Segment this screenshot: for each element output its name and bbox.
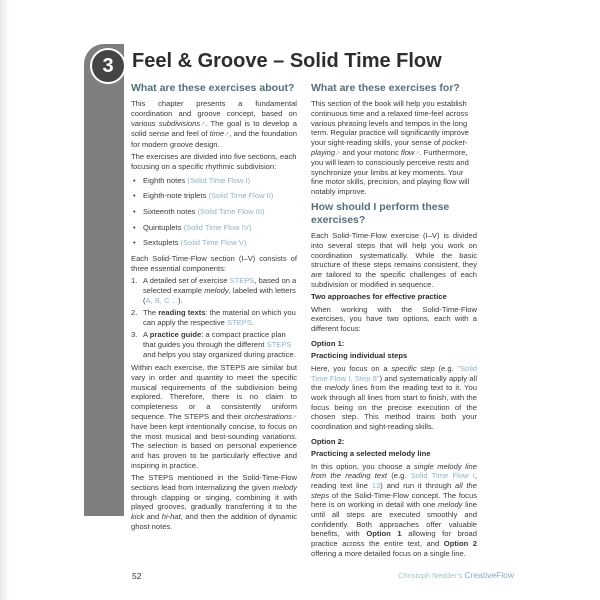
perform-paragraph: Each Solid-Time-Flow exercise (I–V) is divided into several steps that will help you work on coordination systematically. While the basic structure of these steps remains consistent, they are tailored to the specific challenges of each subdivision or modified in sequence. [311,231,477,289]
list-item: 1. A detailed set of exercise STEPS, based on a selected example melody, labeled with letters (A, B, C ...). [131,276,297,305]
subdivision-list [131,176,297,248]
option2-paragraph: In this option, you choose a single melody line from the reading text (e.g. Solid Time Flow I, reading text line 13) and run it through all the steps of the Solid-Time-Flow concept. The focus here is on working in detail with one melody line until all steps are executed smoothly and confidently. Both approaches offer valuable benefits, with Option 1 allowing for broad practice across the entire text, and Option 2 offering a more detailed focus on a single line. [311,461,478,558]
page-number: 52 [132,571,142,581]
components-list [131,276,297,359]
list-item: • Quintuplets (Solid Time Flow IV) [131,223,297,233]
steps-link[interactable]: STEPS [229,276,255,286]
list-item: 2. The reading texts: the material on which you can apply the respective STEPS. [131,308,296,327]
external-link-icon: ↗ [200,121,206,128]
external-link-icon: ↗ [224,132,230,139]
external-link-icon: ↗ [291,414,297,421]
components-intro: Each Solid-Time-Flow section (I–V) consists of three essential components: [131,253,297,273]
section-link[interactable]: (Solid Time Flow I) [187,175,251,185]
list-item: • Sextuplets (Solid Time Flow V) [131,238,297,248]
heading-exercises-for: What are these exercises for? [311,82,460,94]
heading-how-perform: How should I perform these exercises? [311,200,450,227]
external-link-icon: ↗ [414,150,420,157]
list-item: • Eighth notes (Solid Time Flow I) [131,176,297,186]
list-item: • Sixteenth notes (Solid Time Flow III) [131,207,297,217]
approaches-heading: Two approaches for effective practice [311,292,447,302]
option1-paragraph: Here, you focus on a specific step (e.g. "Solid Time Flow I, Step 8") and systematically apply all the melody lines from the reading text to it. You work through all lines from start to finish, with the focus being on the precise execution of the chosen step. This method trains both your coordination and sight-reading skills. [311,364,478,431]
section-link[interactable]: (Solid Time Flow V) [180,238,247,248]
line-link[interactable]: 13 [371,481,381,491]
option2-title: Practicing a selected melody line [311,449,431,459]
external-link-icon: ↗ [335,150,341,157]
chapter-title: Feel & Groove – Solid Time Flow [132,50,442,72]
within-paragraph: Within each exercise, the STEPS are similar but vary in order and quantity to meet the specific musical requirements of the subdivision being explored. Therefore, there is no claim to completeness or a consistently uniform sequence. The STEPS and their orchestrations↗ have been kept intentionally concise, to focus on the most musical and best-sounding variations. The selection is based on personal experience and has proven to be particularly effective and inspiring in practice. [131,363,297,470]
divided-paragraph: The exercises are divided into five sections, each focusing on a specific rhythmic subdivision: [131,152,297,172]
brand-footer: Christoph Nedder’s CreativeFlow [398,570,515,580]
steps-paragraph: The STEPS mentioned in the Solid-Time-Flow sections lead from internalizing the given melody through clapping or singing, combining it with played grooves, gradually transferring it to the kick and hi-hat, and then the addition of dynamic ghost notes. [131,473,298,531]
left-column [131,82,297,534]
chapter-number-badge: 3 [90,48,126,84]
section-link[interactable]: (Solid Time Flow IV) [183,222,252,232]
intro-paragraph: This chapter presents a fundamental coordination and groove concept, based on various subdivisions↗. The goal is to develop a solid sense and feel of time↗, and the foundation for modern groove design. [131,99,297,149]
section-link[interactable]: Solid Time Flow I [410,471,475,481]
section-link[interactable]: (Solid Time Flow III) [197,207,265,217]
approaches-paragraph: When working with the Solid-Time-Flow exercises, you have two options, each with a different focus: [311,304,477,334]
heading-exercises-about: What are these exercises about? [131,82,295,94]
steps-link[interactable]: STEPS [266,340,292,350]
list-item: • Eighth-note triplets (Solid Time Flow II) [131,191,297,201]
right-column [311,82,477,561]
option1-title: Practicing individual steps [311,351,408,361]
section-link[interactable]: (Solid Time Flow II) [208,191,274,201]
chapter-side-tab [84,44,124,516]
section-link[interactable]: "Solid Time Flow I, Step 8" [311,364,477,383]
page-edge-shadow [0,0,10,600]
steps-link[interactable]: STEPS [227,317,252,327]
list-item: 3. A practice guide: a compact practice plan that guides you through the different STEPS and helps you stay organized during practice. [131,330,296,359]
option2-label: Option 2: [311,436,345,446]
option1-label: Option 1: [311,338,345,348]
purpose-paragraph: This section of the book will help you establish continuous time and a relaxed time-feel across various phrasing levels and tempos in the long term. Regular practice will significantly improve your sight-reading skills, your sense of pocket-playing↗ and your motoric flow↗. Furthermore, you will learn to consciously perceive rests and synchronize your limbs at key moments. Your fine motor skills, precision, and playing flow will notably improve. [311,99,470,197]
